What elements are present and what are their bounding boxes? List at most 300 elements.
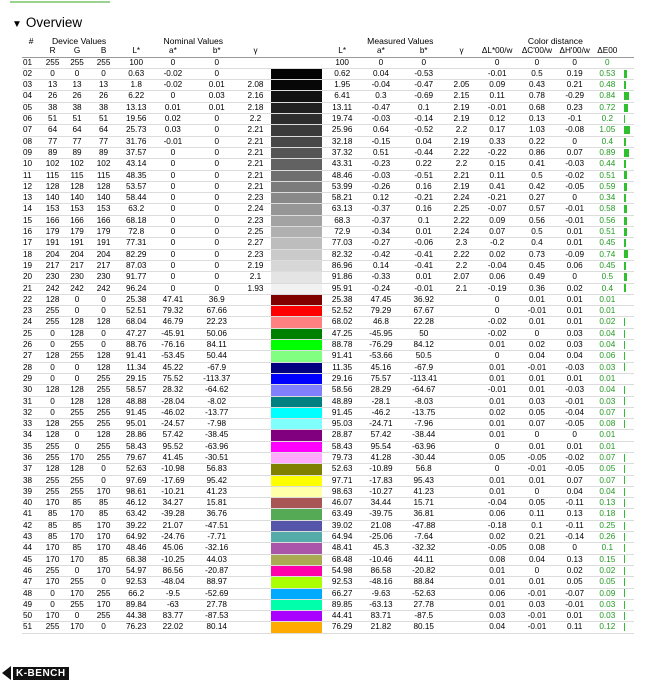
cell-nl: 52.51 [118, 306, 155, 317]
cell-r: 0 [40, 68, 64, 79]
cell-dc: 0.07 [518, 419, 557, 430]
cell-dh: 0.13 [556, 554, 593, 565]
cell-ma: -39.75 [361, 509, 402, 520]
delta-e-bar [622, 520, 634, 531]
cell-ml: 46.07 [324, 498, 361, 509]
cell-ma: 28.29 [361, 385, 402, 396]
cell-nl: 82.29 [118, 249, 155, 260]
color-swatch [269, 283, 324, 294]
cell-n: 32 [22, 407, 40, 418]
cell-ng [242, 419, 269, 430]
delta-e-bar [622, 407, 634, 418]
cell-ml: 64.94 [324, 532, 361, 543]
cell-g: 128 [65, 181, 89, 192]
cell-dc: 0.04 [518, 554, 557, 565]
cell-r: 255 [40, 306, 64, 317]
cell-b: 0 [89, 464, 118, 475]
cell-ml: 43.31 [324, 159, 361, 170]
cell-r: 89 [40, 147, 64, 158]
cell-r: 0 [40, 396, 64, 407]
table-row [22, 227, 634, 238]
cell-ma: -10.46 [361, 554, 402, 565]
table-row [22, 464, 634, 475]
delta-e-bar [622, 193, 634, 204]
cell-ma: 34.44 [361, 498, 402, 509]
col-header-b: B [89, 46, 118, 57]
cell-mg: 2.1 [446, 283, 477, 294]
cell-n: 40 [22, 498, 40, 509]
delta-e-bar [622, 498, 634, 509]
cell-na: 46.79 [155, 317, 192, 328]
cell-de: 0.04 [593, 385, 622, 396]
cell-de: 0.4 [593, 136, 622, 147]
color-swatch [269, 532, 324, 543]
cell-nb: 88.97 [191, 577, 242, 588]
cell-mb: 0.16 [401, 204, 446, 215]
delta-e-bar [622, 441, 634, 452]
cell-r: 0 [40, 599, 64, 610]
cell-r: 85 [40, 520, 64, 531]
cell-nl: 68.04 [118, 317, 155, 328]
cell-nl: 46.12 [118, 498, 155, 509]
cell-mg [446, 385, 477, 396]
color-swatch [269, 577, 324, 588]
cell-ml: 68.48 [324, 554, 361, 565]
cell-b: 255 [89, 611, 118, 622]
cell-de: 0.48 [593, 80, 622, 91]
delta-e-bar [622, 238, 634, 249]
cell-nb: 0 [191, 136, 242, 147]
cell-nb: -64.62 [191, 385, 242, 396]
cell-mg [446, 498, 477, 509]
color-swatch [269, 136, 324, 147]
table-row [22, 498, 634, 509]
cell-na: 86.56 [155, 565, 192, 576]
cell-nb: 0 [191, 125, 242, 136]
cell-na: 34.27 [155, 498, 192, 509]
cell-r: 255 [40, 452, 64, 463]
cell-r: 170 [40, 543, 64, 554]
cell-dl: -0.01 [477, 102, 518, 113]
cell-nl: 43.14 [118, 159, 155, 170]
delta-e-bar [622, 204, 634, 215]
cell-dh: 0.07 [556, 475, 593, 486]
cell-dc: 0.42 [518, 181, 557, 192]
color-swatch [269, 464, 324, 475]
cell-dl: 0.33 [477, 136, 518, 147]
cell-ma: -46.2 [361, 407, 402, 418]
table-row [22, 441, 634, 452]
cell-r: 0 [40, 407, 64, 418]
cell-n: 20 [22, 272, 40, 283]
cell-mb: -63.96 [401, 441, 446, 452]
cell-ng: 2.21 [242, 181, 269, 192]
cell-r: 0 [40, 362, 64, 373]
col-header-delta-l: ΔL*00/w [477, 46, 518, 57]
cell-b: 255 [89, 57, 118, 68]
cell-b: 0 [89, 294, 118, 305]
cell-nb: -7.98 [191, 419, 242, 430]
table-row [22, 68, 634, 79]
cell-r: 242 [40, 283, 64, 294]
delta-e-bar [622, 80, 634, 91]
cell-ng [242, 599, 269, 610]
cell-mb: -87.5 [401, 611, 446, 622]
cell-nb: 22.23 [191, 317, 242, 328]
cell-de: 0.84 [593, 91, 622, 102]
cell-mg: 2.19 [446, 102, 477, 113]
cell-mb: -20.82 [401, 565, 446, 576]
cell-dh: -0.03 [556, 385, 593, 396]
cell-ng: 2.1 [242, 272, 269, 283]
cell-ng: 2.21 [242, 147, 269, 158]
cell-r: 153 [40, 204, 64, 215]
cell-dh: 0.19 [556, 68, 593, 79]
cell-ma: -9.63 [361, 588, 402, 599]
cell-nb: 0 [191, 215, 242, 226]
color-swatch [269, 170, 324, 181]
cell-dc: 0.86 [518, 147, 557, 158]
cell-nl: 58.43 [118, 441, 155, 452]
cell-ma: -0.03 [361, 114, 402, 125]
cell-mb: -32.32 [401, 543, 446, 554]
cell-dl: 0.12 [477, 114, 518, 125]
cell-nb: 0 [191, 272, 242, 283]
color-swatch [269, 68, 324, 79]
color-swatch [269, 227, 324, 238]
cell-nl: 48.46 [118, 543, 155, 554]
table-row [22, 147, 634, 158]
cell-ml: 77.03 [324, 238, 361, 249]
delta-e-bar [622, 532, 634, 543]
cell-mb: 50 [401, 328, 446, 339]
cell-mb: -0.21 [401, 193, 446, 204]
table-row [22, 486, 634, 497]
cell-dl: 0.11 [477, 170, 518, 181]
cell-n: 43 [22, 532, 40, 543]
cell-dl: -0.07 [477, 204, 518, 215]
cell-mg: 2.2 [446, 125, 477, 136]
cell-dl: 0.05 [477, 452, 518, 463]
table-row [22, 306, 634, 317]
cell-b: 38 [89, 102, 118, 113]
cell-nl: 39.22 [118, 520, 155, 531]
table-row [22, 396, 634, 407]
cell-g: 204 [65, 249, 89, 260]
delta-e-bar [622, 430, 634, 441]
cell-n: 30 [22, 385, 40, 396]
delta-e-bar [622, 317, 634, 328]
table-row [22, 193, 634, 204]
cell-dh: 0 [556, 430, 593, 441]
cell-dh: 0.01 [556, 227, 593, 238]
cell-n: 24 [22, 317, 40, 328]
color-swatch [269, 238, 324, 249]
cell-r: 204 [40, 249, 64, 260]
cell-mb: -47.88 [401, 520, 446, 531]
cell-dl: -0.18 [477, 520, 518, 531]
cell-mg [446, 317, 477, 328]
cell-na: 0 [155, 249, 192, 260]
cell-mg: 2.22 [446, 249, 477, 260]
color-swatch [269, 407, 324, 418]
cell-de: 0.44 [593, 159, 622, 170]
color-swatch [269, 441, 324, 452]
cell-nl: 47.27 [118, 328, 155, 339]
cell-dc: 0.56 [518, 215, 557, 226]
cell-n: 06 [22, 114, 40, 125]
section-title: Overview [25, 15, 83, 30]
cell-ma: -0.33 [361, 272, 402, 283]
cell-ng [242, 351, 269, 362]
cell-ma: 0 [361, 57, 402, 68]
cell-nb: 0 [191, 193, 242, 204]
cell-de: 0.18 [593, 509, 622, 520]
cell-ng [242, 588, 269, 599]
cell-g: 0 [65, 565, 89, 576]
col-header-delta-e: ΔE00 [593, 46, 622, 57]
cell-ng [242, 430, 269, 441]
cell-nb: -7.71 [191, 532, 242, 543]
cell-ml: 98.63 [324, 486, 361, 497]
cell-na: -53.45 [155, 351, 192, 362]
cell-dh: 0.01 [556, 441, 593, 452]
color-swatch [269, 147, 324, 158]
cell-ng: 2.25 [242, 227, 269, 238]
cell-n: 41 [22, 509, 40, 520]
table-row [22, 362, 634, 373]
cell-b: 0 [89, 328, 118, 339]
delta-e-bar [622, 170, 634, 181]
cell-n: 18 [22, 249, 40, 260]
cell-ng: 2.2 [242, 114, 269, 125]
cell-b: 0 [89, 68, 118, 79]
cell-ng [242, 57, 269, 68]
cell-n: 33 [22, 419, 40, 430]
cell-g: 89 [65, 147, 89, 158]
cell-ma: -0.15 [361, 136, 402, 147]
cell-dh: 0 [556, 543, 593, 554]
cell-mb: 41.23 [401, 486, 446, 497]
cell-mg: 2.3 [446, 238, 477, 249]
cell-ma: -0.03 [361, 170, 402, 181]
cell-nb: 0 [191, 238, 242, 249]
delta-e-bar [622, 306, 634, 317]
cell-na: 0 [155, 227, 192, 238]
color-swatch [269, 611, 324, 622]
cell-dc: 0.27 [518, 193, 557, 204]
delta-e-bar [622, 147, 634, 158]
cell-ng: 2.16 [242, 91, 269, 102]
cell-dc: 0.78 [518, 91, 557, 102]
cell-n: 36 [22, 452, 40, 463]
delta-e-bar [622, 351, 634, 362]
cell-g: 0 [65, 430, 89, 441]
cell-ml: 82.32 [324, 249, 361, 260]
cell-mg: 2.19 [446, 181, 477, 192]
cell-ma: -0.04 [361, 80, 402, 91]
cell-dc: 0 [518, 57, 557, 68]
delta-e-bar [622, 260, 634, 271]
table-row [22, 57, 634, 68]
cell-mb: 0 [401, 57, 446, 68]
cell-mg [446, 441, 477, 452]
section-header-overview[interactable] [12, 15, 82, 30]
color-swatch [269, 565, 324, 576]
cell-ml: 48.89 [324, 396, 361, 407]
col-header-delta-h: ΔH'00/w [556, 46, 593, 57]
cell-dh: -0.11 [556, 520, 593, 531]
table-row [22, 373, 634, 384]
delta-e-bar [622, 340, 634, 351]
cell-b: 170 [89, 520, 118, 531]
cell-ma: 0.14 [361, 260, 402, 271]
cell-nl: 29.15 [118, 373, 155, 384]
cell-de: 0.07 [593, 452, 622, 463]
cell-na: -0.02 [155, 80, 192, 91]
cell-mg: 2.25 [446, 204, 477, 215]
cell-g: 179 [65, 227, 89, 238]
cell-n: 05 [22, 102, 40, 113]
cell-g: 26 [65, 91, 89, 102]
cell-b: 0 [89, 577, 118, 588]
cell-ng [242, 543, 269, 554]
cell-b: 128 [89, 430, 118, 441]
cell-nb: -20.87 [191, 565, 242, 576]
cell-g: 153 [65, 204, 89, 215]
cell-b: 255 [89, 419, 118, 430]
cell-ma: -28.1 [361, 396, 402, 407]
cell-g: 255 [65, 340, 89, 351]
cell-dl: 0.07 [477, 227, 518, 238]
cell-ma: -10.89 [361, 464, 402, 475]
cell-dl: -0.04 [477, 498, 518, 509]
delta-e-bar [622, 419, 634, 430]
cell-nb: 0 [191, 114, 242, 125]
cell-nl: 58.44 [118, 193, 155, 204]
cell-dl: 0.02 [477, 249, 518, 260]
cell-dc: 0.68 [518, 102, 557, 113]
cell-na: -63 [155, 599, 192, 610]
cell-nl: 87.03 [118, 260, 155, 271]
table-row [22, 170, 634, 181]
cell-dc: 0.13 [518, 114, 557, 125]
cell-nl: 76.23 [118, 622, 155, 633]
color-swatch [269, 328, 324, 339]
cell-mb: 27.78 [401, 599, 446, 610]
cell-ml: 68.3 [324, 215, 361, 226]
cell-ml: 97.71 [324, 475, 361, 486]
cell-ma: -48.16 [361, 577, 402, 588]
cell-nb: -30.51 [191, 452, 242, 463]
table-row [22, 351, 634, 362]
color-swatch [269, 204, 324, 215]
cell-na: -24.57 [155, 419, 192, 430]
color-swatch [269, 520, 324, 531]
cell-dh: -0.02 [556, 170, 593, 181]
cell-b: 217 [89, 260, 118, 271]
table-row [22, 181, 634, 192]
cell-mg [446, 622, 477, 633]
cell-dc: 0.01 [518, 577, 557, 588]
delta-e-bar [622, 452, 634, 463]
cell-na: 0 [155, 215, 192, 226]
cell-mg [446, 565, 477, 576]
cell-mb: -7.96 [401, 419, 446, 430]
cell-dc: 0.08 [518, 543, 557, 554]
table-row [22, 543, 634, 554]
color-swatch [269, 396, 324, 407]
cell-mg [446, 373, 477, 384]
cell-nl: 28.86 [118, 430, 155, 441]
cell-mg: 2.05 [446, 80, 477, 91]
cell-dl: 0 [477, 306, 518, 317]
cell-b: 128 [89, 317, 118, 328]
cell-n: 22 [22, 294, 40, 305]
table-row [22, 340, 634, 351]
table-row [22, 136, 634, 147]
cell-mb: 0.04 [401, 136, 446, 147]
cell-dh: -0.01 [556, 204, 593, 215]
cell-nl: 91.77 [118, 272, 155, 283]
cell-mg [446, 430, 477, 441]
cell-dc: 0.49 [518, 272, 557, 283]
cell-na: -10.98 [155, 464, 192, 475]
cell-g: 13 [65, 80, 89, 91]
cell-ml: 19.74 [324, 114, 361, 125]
cell-dl: 0 [477, 351, 518, 362]
color-swatch [269, 57, 324, 68]
cell-nl: 77.31 [118, 238, 155, 249]
cell-ng [242, 532, 269, 543]
color-swatch [269, 260, 324, 271]
color-swatch [269, 373, 324, 384]
cell-g: 115 [65, 170, 89, 181]
cell-ng [242, 475, 269, 486]
cell-b: 255 [89, 407, 118, 418]
kbench-logo [0, 665, 72, 681]
cell-na: -28.04 [155, 396, 192, 407]
cell-g: 255 [65, 599, 89, 610]
cell-mg [446, 419, 477, 430]
cell-mg [446, 520, 477, 531]
cell-r: 102 [40, 159, 64, 170]
cell-mb: 36.92 [401, 294, 446, 305]
cell-mg [446, 340, 477, 351]
cell-mg: 2.07 [446, 272, 477, 283]
cell-ma: -0.37 [361, 204, 402, 215]
cell-r: 255 [40, 622, 64, 633]
cell-ma: 79.29 [361, 306, 402, 317]
cell-dl: -0.02 [477, 328, 518, 339]
cell-na: 0 [155, 204, 192, 215]
cell-dh: 0.04 [556, 486, 593, 497]
cell-ma: -0.42 [361, 249, 402, 260]
cell-ml: 52.63 [324, 464, 361, 475]
cell-nl: 19.56 [118, 114, 155, 125]
cell-de: 0.02 [593, 565, 622, 576]
delta-e-bar [622, 577, 634, 588]
cell-r: 255 [40, 486, 64, 497]
cell-nl: 53.57 [118, 181, 155, 192]
cell-de: 0.53 [593, 68, 622, 79]
table-row [22, 577, 634, 588]
cell-ng [242, 577, 269, 588]
cell-ng [242, 554, 269, 565]
collapse-triangle-icon[interactable]: ▼ [12, 19, 22, 30]
cell-b: 242 [89, 283, 118, 294]
cell-ml: 29.16 [324, 373, 361, 384]
